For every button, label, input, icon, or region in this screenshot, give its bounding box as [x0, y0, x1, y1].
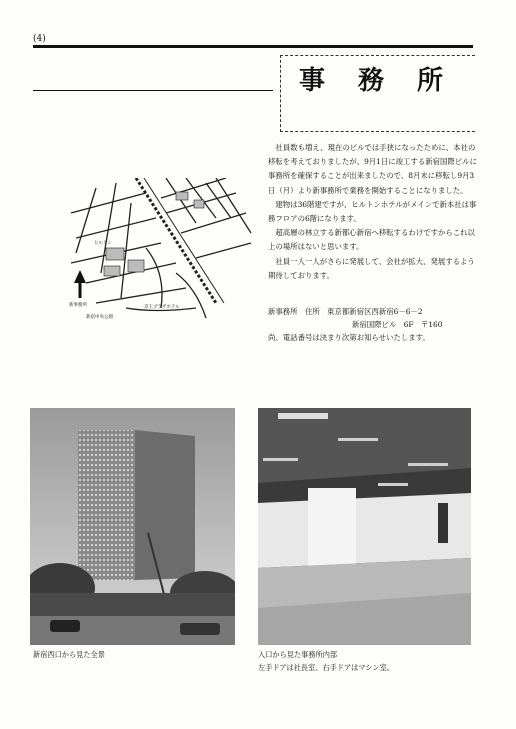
body-paragraph: 建物は36階建ですが、ヒルトンホテルがメインで新本社は事務フロアの6階になります。: [268, 199, 477, 224]
building-photo: [30, 408, 235, 645]
new-office-address: [268, 305, 478, 344]
body-paragraph: 社員数も増え、現在のビルでは手狭になったために、本社の移転を考えておりましたが、9月1日に竣工する新宿国際ビルに事務所を確保することが出来ましたので、8月末に移転し9月3日（月）より新事務所で業務を開始することになりました。: [268, 143, 477, 195]
top-rule: [33, 45, 473, 48]
map-label-hilton: ヒルトン: [94, 241, 112, 246]
interior-photo: [258, 408, 471, 645]
body-paragraph: 超高層の林立する新都心新宿へ移転するわけですからこれ以上の場所はないと思います。: [268, 228, 475, 252]
photo2-caption-line: 入口から見た事務所内部: [258, 650, 338, 659]
photo1-caption: 新宿西口から見た全景: [33, 650, 105, 659]
left-rule: [33, 90, 273, 91]
address-note: 尚、電話番号は決まり次第お知らせいたします。: [268, 333, 430, 342]
page-number: (4): [33, 34, 46, 44]
map-label-keio: 京王プラザホテル: [144, 305, 180, 310]
map-label-park: 新宿中央公園: [86, 315, 113, 320]
location-map: [66, 178, 252, 328]
address-line: 新事務所 住所 東京都新宿区西新宿6－6－2: [268, 307, 423, 316]
address-line: 新宿国際ビル 6F 〒160: [352, 320, 443, 329]
body-paragraph: 社員一人一人がさらに発展して、会社が拡大、発展するよう期待しております。: [268, 256, 475, 280]
photo2-caption-line: 左手ドアは社長室、右手ドアはマシン室。: [258, 663, 394, 672]
photo2-caption: [258, 648, 394, 674]
map-label-office: 新事務所: [69, 303, 87, 308]
article-body: [268, 141, 478, 283]
page-title: 事 務 所: [298, 66, 456, 96]
